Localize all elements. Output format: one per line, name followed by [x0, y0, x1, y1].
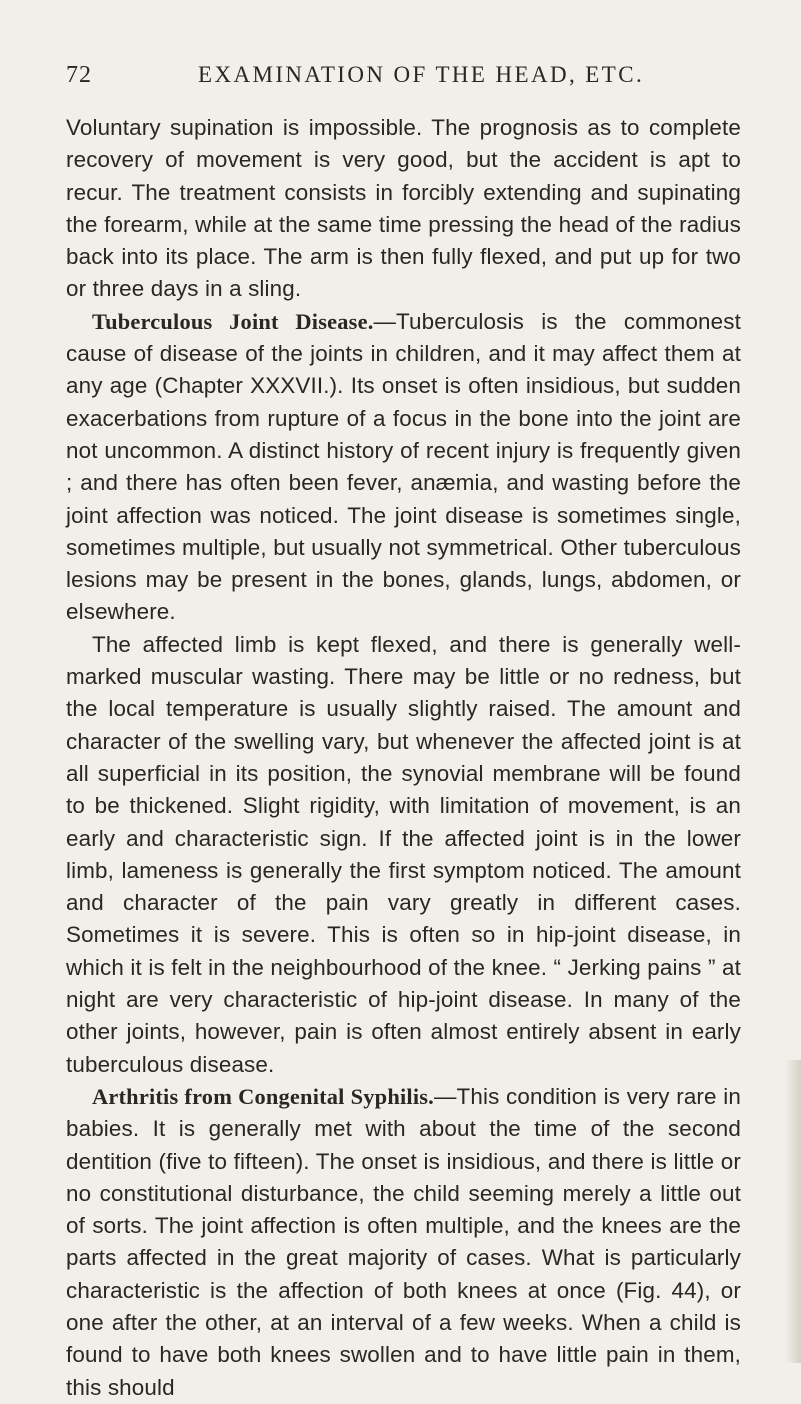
chapter-running-title: EXAMINATION OF THE HEAD, ETC.	[198, 62, 645, 87]
running-head	[66, 62, 741, 92]
paragraph-tuberculous-joint-disease	[66, 306, 741, 629]
page-number: 72	[66, 62, 92, 88]
paragraph-congenital-syphilis	[66, 1081, 741, 1404]
paragraph-text: The affected limb is kept flexed, and there is generally well-marked muscular wasting. There may be little or no redness, but the local temperature is usually slightly raised. The amount and character of the swelling vary, but whenever the affected joint is at all superficial in its position, the synovial membrane will be found to be thickened. Slight rigidity, with limitation of movement, is an early and characteristic sign. If the affected joint is in the lower limb, lameness is generally the first symptom noticed. The amount and character of the pain vary greatly in different cases. Sometimes it is severe. This is often so in hip-joint disease, in which it is felt in the neighbourhood of the knee. “ Jerking pains ” at night are very characteristic of hip-joint disease. In many of the other joints, however, pain is often almost entirely absent in early tuberculous disease.	[66, 631, 741, 1077]
body-text	[66, 112, 741, 1404]
paragraph-text: —Tuberculosis is the commonest cause of disease of the joints in children, and it may affect them at any age (Chapter XXXVII.). Its onset is often insidious, but sudden exacerbations from rupture of a focus in the bone into the joint are not uncommon. A distinct history of recent injury is frequently given ; and there has often been fever, anæmia, and wasting before the joint affection was noticed. The joint disease is sometimes single, sometimes multiple, but usually not symmetrical. Other tuberculous lesions may be present in the bones, glands, lungs, abdomen, or elsewhere.	[66, 308, 741, 625]
paragraph-text: Voluntary supination is impossible. The prognosis as to complete recovery of movement is very good, but the accident is apt to recur. The treatment consists in forcibly extending and supinating the forearm, while at the same time pressing the head of the radius back into its place. The arm is then fully flexed, and put up for two or three days in a sling.	[66, 115, 741, 302]
section-heading-tuberculous-joint-disease: Tuberculous Joint Disease.	[92, 308, 374, 334]
paragraph-affected-limb	[66, 629, 741, 1081]
paragraph-text: —This condition is very rare in babies. It is generally met with about the time of the second dentition (five to fifteen). The onset is insidious, and there is little or no constitutional disturbance, the child seeming merely a little out of sorts. The joint affection is often multiple, and the knees are the parts affected in the great majority of cases. What is particularly characteristic is the affection of both knees at once (Fig. 44), or one after the other, at an interval of a few weeks. When a child is found to have both knees swollen and to have little pain in them, this should	[66, 1083, 741, 1400]
paragraph-supination	[66, 112, 741, 306]
page-edge-shadow	[785, 1060, 801, 1363]
section-heading-congenital-syphilis: Arthritis from Congenital Syphilis.	[92, 1083, 434, 1109]
